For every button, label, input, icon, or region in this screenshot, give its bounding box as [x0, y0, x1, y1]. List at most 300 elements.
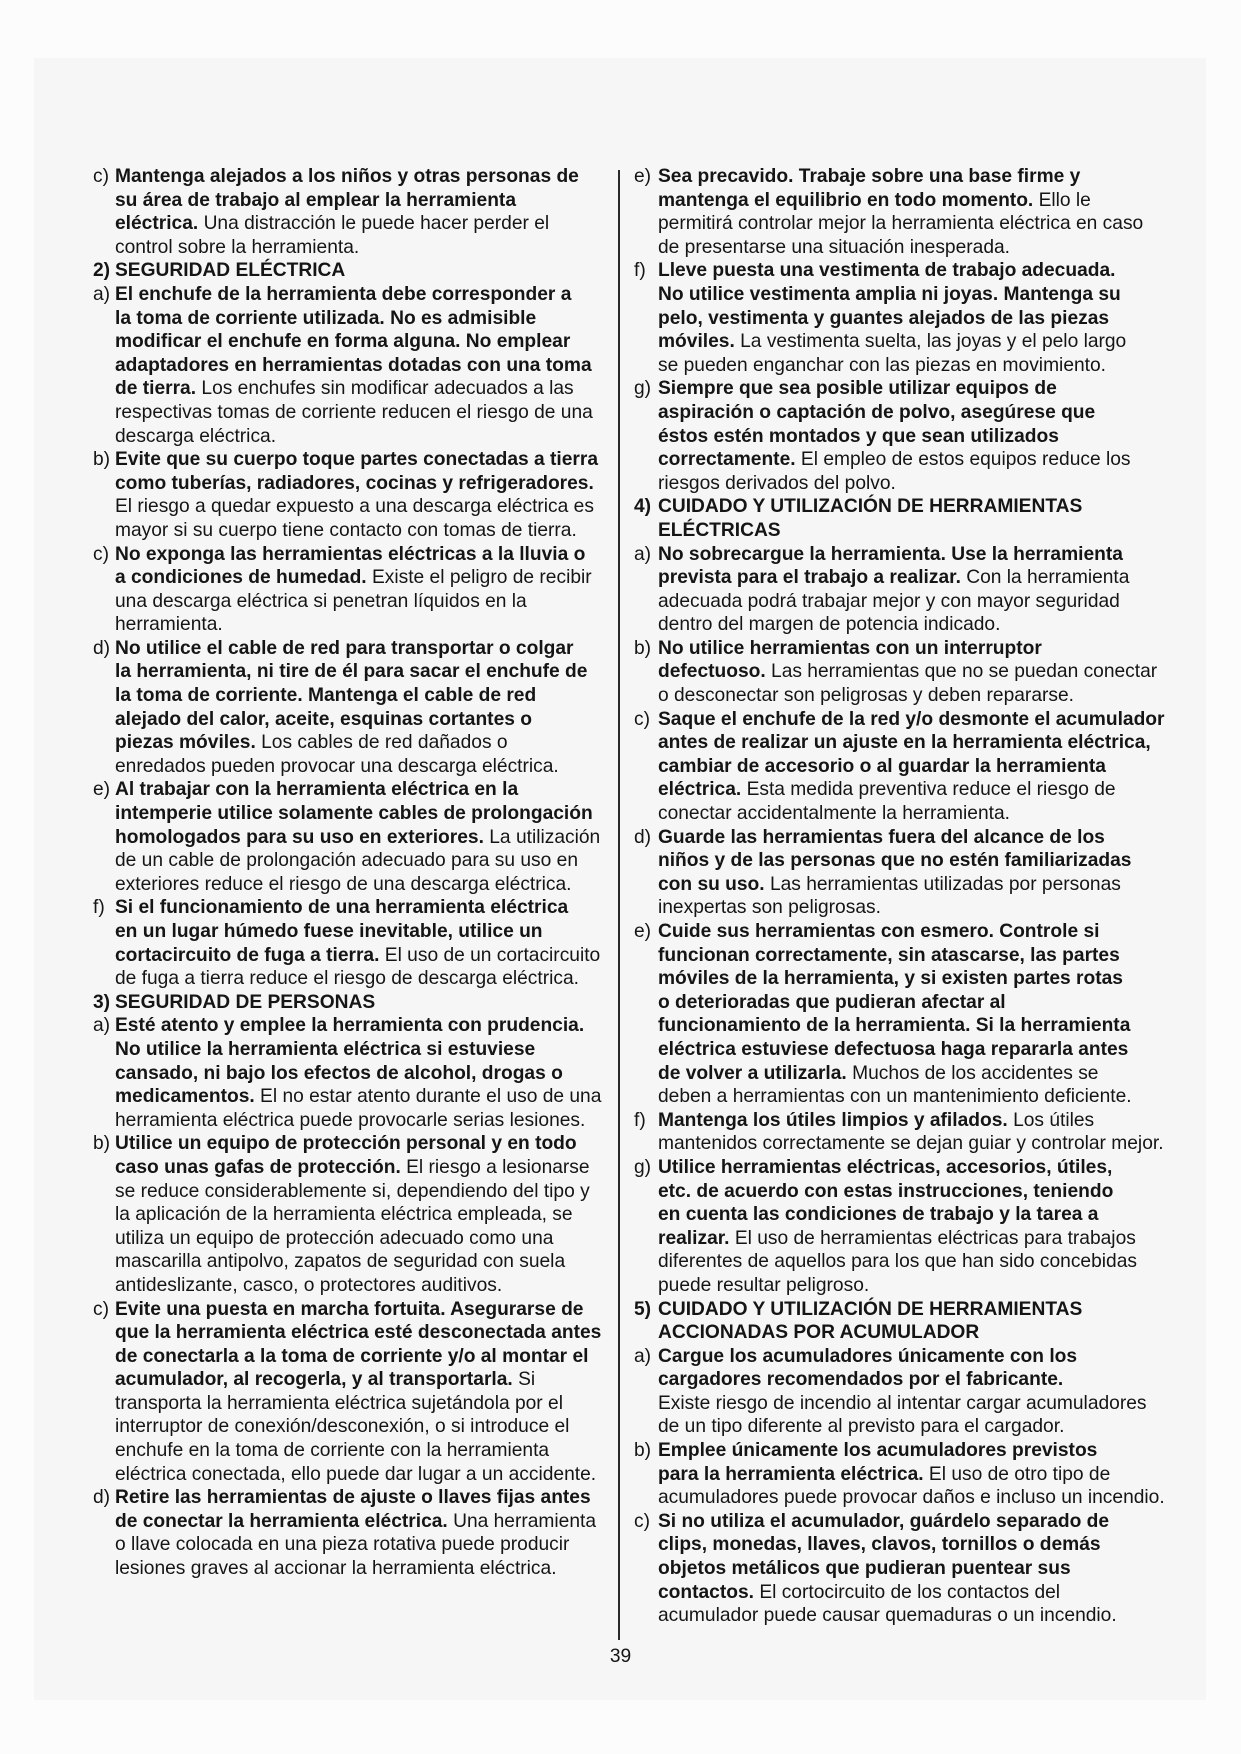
- text-line: [658, 849, 1174, 873]
- text-line: [658, 660, 1174, 684]
- text-line: [115, 1533, 615, 1557]
- text-line: [658, 1203, 1174, 1227]
- bold-text: como tuberías, radiadores, cocinas y refrigeradores.: [115, 472, 594, 494]
- item-letter: b): [93, 449, 111, 471]
- bold-text: eléctrica.: [115, 213, 199, 235]
- section-number: 4): [634, 496, 652, 518]
- bold-text: que la herramienta eléctrica esté desconectada antes: [115, 1322, 602, 1344]
- bold-text: cambiar de accesorio o al guardar la herramienta: [658, 755, 1106, 777]
- text-line: [658, 330, 1174, 354]
- section-heading: [634, 495, 1174, 542]
- bold-text: su área de trabajo al emplear la herramienta: [115, 189, 516, 211]
- bold-text: ELÉCTRICAS: [658, 519, 781, 541]
- text-line: [658, 991, 1174, 1015]
- regular-text: transporta la herramienta eléctrica sujetándola por el: [115, 1392, 563, 1414]
- bold-text: pelo, vestimenta y guantes alejados de las piezas: [658, 307, 1110, 329]
- bold-text: prevista para el trabajo a realizar.: [658, 567, 961, 589]
- text-line: [115, 590, 615, 614]
- column-divider: [618, 170, 620, 1640]
- text-line: [115, 519, 615, 543]
- regular-text: Si: [518, 1369, 536, 1391]
- bold-text: de conectar la herramienta eléctrica.: [115, 1510, 448, 1532]
- text-line: [658, 236, 1174, 260]
- bold-text: Si no utiliza el acumulador, guárdelo separado de: [658, 1510, 1110, 1532]
- bold-text: No exponga las herramientas eléctricas a la lluvia o: [115, 543, 586, 565]
- bold-text: funcionamiento de la herramienta. Si la herramienta: [658, 1015, 1131, 1037]
- text-line: [658, 1486, 1174, 1510]
- text-line: [115, 920, 615, 944]
- text-line: [658, 1368, 1174, 1392]
- text-line: [115, 1203, 615, 1227]
- text-line: [658, 472, 1174, 496]
- regular-text: herramienta.: [115, 614, 223, 636]
- regular-text: Los enchufes sin modificar adecuados a las: [201, 378, 574, 400]
- text-line: [658, 1298, 1174, 1322]
- text-line: [115, 377, 615, 401]
- text-line: [658, 613, 1174, 637]
- regular-text: Esta medida preventiva reduce el riesgo de: [746, 779, 1116, 801]
- bold-text: móviles de la herramienta, y si existen partes rotas: [658, 968, 1123, 990]
- bold-text: Retire las herramientas de ajuste o llaves fijas antes: [115, 1487, 591, 1509]
- regular-text: El uso de un cortacircuito: [384, 944, 601, 966]
- regular-text: Una herramienta: [453, 1510, 597, 1532]
- bold-text: eléctrica.: [658, 779, 742, 801]
- list-item: [634, 708, 1174, 826]
- text-line: [658, 1014, 1174, 1038]
- regular-text: acumuladores puede provocar daños e incluso un incendio.: [658, 1487, 1165, 1509]
- text-line: [115, 425, 615, 449]
- bold-text: Evite una puesta en marcha fortuita. Asegurarse de: [115, 1298, 584, 1320]
- list-item: [634, 826, 1174, 920]
- item-letter: c): [93, 166, 109, 187]
- regular-text: adecuada podrá trabajar mejor y con mayor seguridad: [658, 590, 1120, 612]
- regular-text: mascarilla antipolvo, zapatos de seguridad con suela: [115, 1251, 566, 1273]
- regular-text: se pueden enganchar con las piezas en movimiento.: [658, 354, 1106, 376]
- text-line: [115, 613, 615, 637]
- bold-text: alejado del calor, aceite, esquinas cortantes o: [115, 708, 532, 730]
- item-letter: g): [634, 1156, 652, 1178]
- item-letter: d): [93, 1487, 111, 1509]
- text-line: [115, 1180, 615, 1204]
- text-line: [115, 543, 615, 567]
- text-line: [658, 896, 1174, 920]
- regular-text: Con la herramienta: [966, 567, 1130, 589]
- list-item: [634, 920, 1174, 1109]
- text-line: [658, 1321, 1174, 1345]
- regular-text: Las herramientas utilizadas por personas: [769, 873, 1121, 895]
- bold-text: con su uso.: [658, 873, 765, 895]
- text-line: [658, 637, 1174, 661]
- text-line: [658, 1227, 1174, 1251]
- text-line: [115, 660, 615, 684]
- list-item: [634, 1439, 1174, 1510]
- item-letter: e): [634, 166, 652, 187]
- text-line: [115, 755, 615, 779]
- text-line: [658, 755, 1174, 779]
- text-line: [658, 354, 1174, 378]
- text-line: [658, 778, 1174, 802]
- text-line: [658, 1250, 1174, 1274]
- left-column: [93, 165, 615, 1581]
- regular-text: acumulador puede causar quemaduras o un incendio.: [658, 1605, 1117, 1627]
- bold-text: antes de realizar un ajuste en la herramienta eléctrica,: [658, 732, 1151, 754]
- regular-text: de un cable de prolongación adecuado para su uso en: [115, 850, 578, 872]
- bold-text: No utilice herramientas con un interruptor: [658, 637, 1042, 659]
- regular-text: Existe el peligro de recibir: [371, 567, 592, 589]
- list-item: [634, 165, 1174, 259]
- bold-text: CUIDADO Y UTILIZACIÓN DE HERRAMIENTAS: [658, 496, 1083, 518]
- bold-text: o deterioradas que pudieran afectar al: [658, 991, 1006, 1013]
- bold-text: etc. de acuerdo con estas instrucciones, teniendo: [658, 1180, 1114, 1202]
- text-line: [658, 1345, 1174, 1369]
- bold-text: Mantenga los útiles limpios y afilados.: [658, 1109, 1008, 1131]
- regular-text: interruptor de conexión/desconexión, o si introduce el: [115, 1416, 570, 1438]
- text-line: [115, 802, 615, 826]
- regular-text: herramienta eléctrica puede provocarle serias lesiones.: [115, 1109, 586, 1131]
- text-line: [115, 1109, 615, 1133]
- regular-text: El no estar atento durante el uso de una: [260, 1086, 602, 1108]
- regular-text: antideslizante, casco, o protectores auditivos.: [115, 1274, 503, 1296]
- bold-text: Emplee únicamente los acumuladores previstos: [658, 1440, 1098, 1462]
- list-item: [93, 1132, 615, 1297]
- regular-text: mayor si su cuerpo tiene contacto con tomas de tierra.: [115, 519, 577, 541]
- text-line: [658, 1180, 1174, 1204]
- bold-text: Si el funcionamiento de una herramienta eléctrica: [115, 897, 569, 919]
- text-line: [658, 684, 1174, 708]
- item-letter: a): [634, 1345, 652, 1367]
- regular-text: Las herramientas que no se puedan conectar: [771, 661, 1158, 683]
- item-letter: f): [93, 897, 105, 919]
- bold-text: cargadores recomendados por el fabricante.: [658, 1369, 1064, 1391]
- text-line: [658, 731, 1174, 755]
- regular-text: se reduce considerablemente si, dependiendo del tipo y: [115, 1180, 590, 1202]
- text-line: [115, 1038, 615, 1062]
- page-number: 39: [609, 1646, 632, 1667]
- text-line: [115, 212, 615, 236]
- list-item: [93, 1298, 615, 1487]
- regular-text: de un tipo diferente al previsto para el cargador.: [658, 1416, 1065, 1438]
- text-line: [658, 1581, 1174, 1605]
- item-letter: c): [634, 1510, 650, 1532]
- section-heading: [93, 991, 615, 1015]
- bold-text: CUIDADO Y UTILIZACIÓN DE HERRAMIENTAS: [658, 1298, 1083, 1320]
- bold-text: Cargue los acumuladores únicamente con los: [658, 1345, 1078, 1367]
- bold-text: objetos metálicos que pudieran puentear sus: [658, 1558, 1071, 1580]
- item-letter: d): [93, 637, 111, 659]
- regular-text: Muchos de los accidentes se: [852, 1062, 1099, 1084]
- text-line: [115, 944, 615, 968]
- regular-text: dentro del margen de potencia indicado.: [658, 614, 1001, 636]
- regular-text: de fuga a tierra reduce el riesgo de descarga eléctrica.: [115, 968, 579, 990]
- list-item: [93, 896, 615, 990]
- text-line: [115, 307, 615, 331]
- list-item: [93, 1486, 615, 1580]
- text-line: [115, 1227, 615, 1251]
- regular-text: de presentarse una situación inesperada.: [658, 236, 1011, 258]
- regular-text: Los útiles: [1013, 1109, 1095, 1131]
- bold-text: cortacircuito de fuga a tierra.: [115, 944, 380, 966]
- list-item: [634, 1510, 1174, 1628]
- text-line: [658, 1557, 1174, 1581]
- text-line: [658, 1038, 1174, 1062]
- text-line: [658, 826, 1174, 850]
- item-letter: g): [634, 378, 652, 400]
- text-line: [115, 1250, 615, 1274]
- bold-text: contactos.: [658, 1581, 754, 1603]
- regular-text: descarga eléctrica.: [115, 425, 277, 447]
- text-line: [115, 1557, 615, 1581]
- bold-text: No utilice la herramienta eléctrica si estuviese: [115, 1038, 536, 1060]
- bold-text: Utilice un equipo de protección personal y en todo: [115, 1133, 577, 1155]
- text-line: [115, 566, 615, 590]
- list-item: [634, 377, 1174, 495]
- item-letter: d): [634, 826, 652, 848]
- bold-text: homologados para su uso en exteriores.: [115, 826, 484, 848]
- regular-text: Ello le: [1038, 189, 1091, 211]
- text-line: [658, 967, 1174, 991]
- bold-text: eléctrica estuviese defectuosa haga repararla antes: [658, 1038, 1129, 1060]
- text-line: [658, 1109, 1174, 1133]
- item-letter: c): [634, 708, 650, 730]
- item-letter: a): [93, 1015, 111, 1037]
- bold-text: realizar.: [658, 1227, 730, 1249]
- text-line: [115, 991, 615, 1015]
- item-letter: b): [93, 1133, 111, 1155]
- bold-text: para la herramienta eléctrica.: [658, 1463, 924, 1485]
- text-line: [658, 212, 1174, 236]
- text-line: [658, 1415, 1174, 1439]
- regular-text: control sobre la herramienta.: [115, 236, 360, 258]
- bold-text: de conectarla a la toma de corriente y/o al montar el: [115, 1345, 589, 1367]
- list-item: [93, 637, 615, 779]
- regular-text: lesiones graves al accionar la herramienta eléctrica.: [115, 1558, 557, 1580]
- text-line: [658, 519, 1174, 543]
- text-line: [658, 307, 1174, 331]
- text-line: [115, 731, 615, 755]
- text-line: [115, 873, 615, 897]
- text-line: [115, 1439, 615, 1463]
- bold-text: la toma de corriente. Mantenga el cable de red: [115, 685, 537, 707]
- list-item: [634, 1345, 1174, 1439]
- bold-text: clips, monedas, llaves, clavos, tornillos o demás: [658, 1534, 1101, 1556]
- list-item: [93, 165, 615, 259]
- item-letter: c): [93, 1298, 109, 1320]
- text-line: [658, 1392, 1174, 1416]
- item-letter: f): [634, 260, 646, 282]
- regular-text: El cortocircuito de los contactos del: [759, 1581, 1061, 1603]
- bold-text: correctamente.: [658, 449, 796, 471]
- text-line: [658, 590, 1174, 614]
- bold-text: No utilice el cable de red para transportar o colgar: [115, 637, 574, 659]
- text-line: [115, 1486, 615, 1510]
- text-line: [658, 1604, 1174, 1628]
- text-line: [658, 1156, 1174, 1180]
- text-line: [115, 1321, 615, 1345]
- text-line: [658, 873, 1174, 897]
- bold-text: modificar el enchufe en forma alguna. No emplear: [115, 331, 571, 353]
- text-line: [115, 1062, 615, 1086]
- bold-text: No utilice vestimenta amplia ni joyas. Mantenga su: [658, 283, 1121, 305]
- item-letter: f): [634, 1109, 646, 1131]
- list-item: [93, 283, 615, 448]
- bold-text: acumulador, al recogerla, y al transportarla.: [115, 1369, 513, 1391]
- regular-text: permitirá controlar mejor la herramienta eléctrica en caso: [658, 213, 1144, 235]
- regular-text: diferentes de aquellos para los que han sido concebidas: [658, 1251, 1137, 1273]
- bold-text: Evite que su cuerpo toque partes conectadas a tierra: [115, 449, 599, 471]
- text-line: [115, 1392, 615, 1416]
- right-column: [634, 165, 1174, 1628]
- text-line: [115, 259, 615, 283]
- bold-text: Mantenga alejados a los niños y otras personas de: [115, 166, 579, 187]
- bold-text: de volver a utilizarla.: [658, 1062, 847, 1084]
- regular-text: exteriores reduce el riesgo de una descarga eléctrica.: [115, 873, 572, 895]
- bold-text: mantenga el equilibrio en todo momento.: [658, 189, 1034, 211]
- text-line: [115, 189, 615, 213]
- bold-text: SEGURIDAD DE PERSONAS: [115, 991, 376, 1013]
- regular-text: una descarga eléctrica si penetran líquidos en la: [115, 590, 527, 612]
- text-line: [115, 1298, 615, 1322]
- regular-text: El empleo de estos equipos reduce los: [800, 449, 1131, 471]
- bold-text: éstos estén montados y que sean utilizados: [658, 425, 1059, 447]
- list-item: [93, 543, 615, 637]
- regular-text: respectivas tomas de corriente reducen el riesgo de una: [115, 401, 593, 423]
- text-line: [115, 826, 615, 850]
- text-line: [658, 377, 1174, 401]
- bold-text: Utilice herramientas eléctricas, accesorios, útiles,: [658, 1156, 1113, 1178]
- list-item: [93, 1014, 615, 1132]
- text-line: [115, 354, 615, 378]
- item-letter: b): [634, 1440, 652, 1462]
- text-line: [115, 448, 615, 472]
- text-line: [658, 448, 1174, 472]
- bold-text: Al trabajar con la herramienta eléctrica en la: [115, 779, 519, 801]
- text-line: [115, 708, 615, 732]
- text-line: [658, 1062, 1174, 1086]
- text-line: [658, 566, 1174, 590]
- bold-text: piezas móviles.: [115, 732, 256, 754]
- regular-text: deben a herramientas con un mantenimiento deficiente.: [658, 1086, 1132, 1108]
- list-item: [634, 637, 1174, 708]
- text-line: [115, 778, 615, 802]
- bold-text: niños y de las personas que no estén familiarizadas: [658, 850, 1132, 872]
- text-line: [658, 189, 1174, 213]
- text-line: [115, 236, 615, 260]
- regular-text: enredados pueden provocar una descarga eléctrica.: [115, 755, 559, 777]
- text-line: [658, 165, 1174, 189]
- text-line: [115, 1274, 615, 1298]
- regular-text: riesgos derivados del polvo.: [658, 472, 896, 494]
- bold-text: en cuenta las condiciones de trabajo y la tarea a: [658, 1204, 1099, 1226]
- list-item: [634, 259, 1174, 377]
- text-line: [658, 1463, 1174, 1487]
- regular-text: La utilización: [489, 826, 601, 848]
- text-line: [658, 259, 1174, 283]
- regular-text: El uso de otro tipo de: [928, 1463, 1111, 1485]
- bold-text: cansado, ni bajo los efectos de alcohol, drogas o: [115, 1062, 563, 1084]
- item-letter: e): [93, 779, 111, 801]
- list-item: [634, 1109, 1174, 1156]
- bold-text: ACCIONADAS POR ACUMULADOR: [658, 1322, 980, 1344]
- text-line: [658, 708, 1174, 732]
- section-number: 5): [634, 1298, 652, 1320]
- text-line: [115, 967, 615, 991]
- regular-text: El riesgo a quedar expuesto a una descarga eléctrica es: [115, 496, 594, 518]
- list-item: [634, 543, 1174, 637]
- bold-text: Lleve puesta una vestimenta de trabajo adecuada.: [658, 260, 1116, 282]
- section-number: 2): [93, 260, 111, 282]
- text-line: [115, 283, 615, 307]
- bold-text: Esté atento y emplee la herramienta con prudencia.: [115, 1015, 585, 1037]
- list-item: [93, 778, 615, 896]
- bold-text: caso unas gafas de protección.: [115, 1156, 401, 1178]
- bold-text: Siempre que sea posible utilizar equipos de: [658, 378, 1057, 400]
- bold-text: defectuoso.: [658, 661, 766, 683]
- regular-text: Una distracción le puede hacer perder el: [203, 213, 550, 235]
- text-line: [115, 1510, 615, 1534]
- text-line: [658, 543, 1174, 567]
- text-line: [658, 944, 1174, 968]
- text-line: [115, 1156, 615, 1180]
- list-item: [93, 448, 615, 542]
- text-line: [115, 165, 615, 189]
- bold-text: la herramienta, ni tire de él para sacar el enchufe de: [115, 661, 588, 683]
- regular-text: conectar accidentalmente la herramienta.: [658, 803, 1010, 825]
- item-letter: e): [634, 921, 652, 942]
- text-line: [115, 1415, 615, 1439]
- text-line: [115, 1014, 615, 1038]
- text-line: [658, 1439, 1174, 1463]
- regular-text: El riesgo a lesionarse: [406, 1156, 590, 1178]
- text-line: [658, 802, 1174, 826]
- regular-text: Existe riesgo de incendio al intentar cargar acumuladores: [658, 1392, 1147, 1414]
- section-number: 3): [93, 991, 111, 1013]
- item-letter: b): [634, 637, 652, 659]
- bold-text: la toma de corriente utilizada. No es admisible: [115, 307, 537, 329]
- regular-text: utiliza un equipo de protección adecuado como una: [115, 1227, 554, 1249]
- text-line: [658, 1274, 1174, 1298]
- text-line: [658, 495, 1174, 519]
- bold-text: Guarde las herramientas fuera del alcance de los: [658, 826, 1105, 848]
- regular-text: enchufe en la toma de corriente con la herramienta: [115, 1440, 550, 1462]
- bold-text: Sea precavido. Trabaje sobre una base firme y: [658, 166, 1081, 187]
- text-line: [115, 1345, 615, 1369]
- text-line: [658, 1510, 1174, 1534]
- regular-text: o llave colocada en una pieza rotativa puede producir: [115, 1534, 570, 1556]
- text-line: [115, 684, 615, 708]
- text-line: [658, 1085, 1174, 1109]
- bold-text: aspiración o captación de polvo, asegúrese que: [658, 401, 1096, 423]
- text-line: [115, 637, 615, 661]
- regular-text: mantenidos correctamente se dejan guiar y controlar mejor.: [658, 1133, 1164, 1155]
- text-line: [115, 1463, 615, 1487]
- regular-text: eléctrica conectada, ello puede dar lugar a un accidente.: [115, 1463, 597, 1485]
- bold-text: No sobrecargue la herramienta. Use la herramienta: [658, 543, 1123, 565]
- regular-text: o desconectar son peligrosas y deben repararse.: [658, 685, 1074, 707]
- text-line: [658, 1533, 1174, 1557]
- text-line: [115, 330, 615, 354]
- list-item: [634, 1156, 1174, 1298]
- bold-text: adaptadores en herramientas dotadas con una toma: [115, 354, 592, 376]
- text-line: [115, 1368, 615, 1392]
- text-line: [658, 425, 1174, 449]
- text-line: [658, 401, 1174, 425]
- regular-text: La vestimenta suelta, las joyas y el pelo largo: [740, 331, 1127, 353]
- section-heading: [634, 1298, 1174, 1345]
- text-line: [115, 849, 615, 873]
- text-line: [115, 495, 615, 519]
- bold-text: intemperie utilice solamente cables de prolongación: [115, 803, 593, 825]
- text-line: [658, 920, 1174, 944]
